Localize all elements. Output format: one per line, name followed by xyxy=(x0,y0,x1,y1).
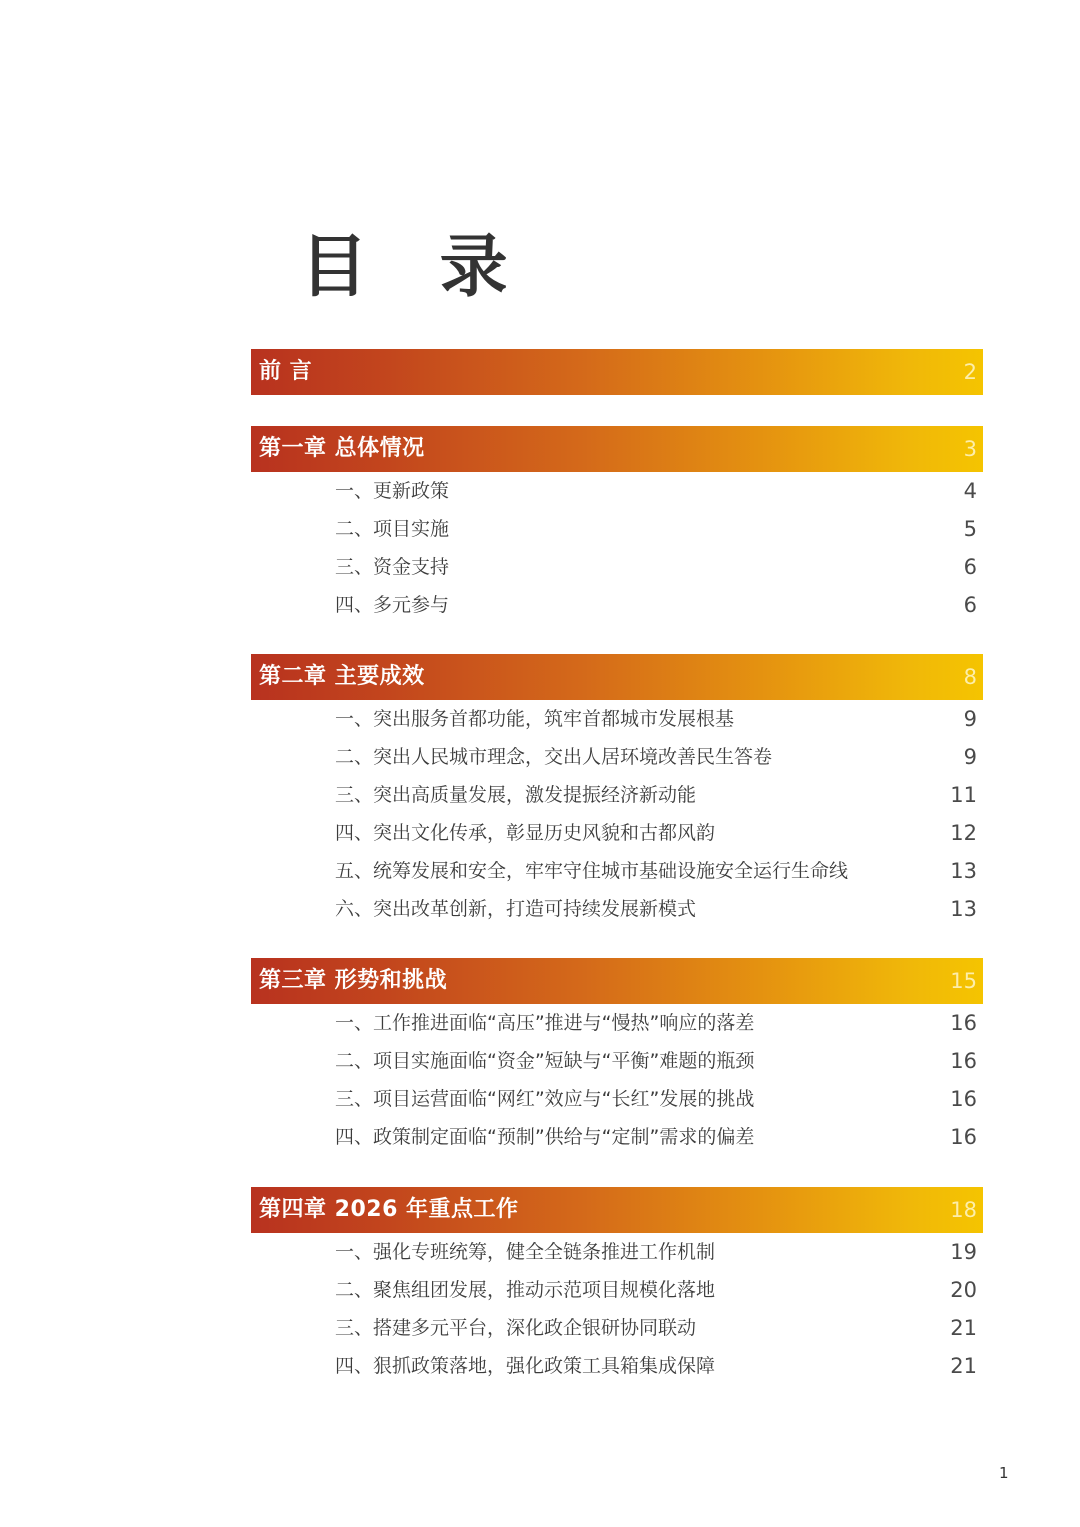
section-page-number: 3 xyxy=(963,437,977,461)
section-title: 第四章 2026 年重点工作 xyxy=(259,1197,519,1222)
toc-item[interactable] xyxy=(251,586,983,624)
toc-item[interactable] xyxy=(251,510,983,548)
section-title: 第一章 总体情况 xyxy=(259,436,425,461)
toc-item-list xyxy=(251,1233,983,1385)
toc-item-label: 四、多元参与 xyxy=(335,594,450,616)
toc-section-chapter-2 xyxy=(251,654,983,928)
toc-title: 目 录 xyxy=(300,228,532,307)
toc-item[interactable] xyxy=(251,890,983,928)
toc-item[interactable] xyxy=(251,548,983,586)
toc-item[interactable] xyxy=(251,1347,983,1385)
toc-item-label: 三、突出高质量发展，激发提振经济新动能 xyxy=(335,784,697,806)
toc-section-chapter-3 xyxy=(251,958,983,1156)
toc-item-page: 13 xyxy=(950,897,977,921)
section-header-bar[interactable] xyxy=(251,1187,983,1233)
toc-item-list xyxy=(251,700,983,928)
toc-item-page: 6 xyxy=(963,555,977,579)
section-header-bar[interactable] xyxy=(251,958,983,1004)
toc-item-list xyxy=(251,472,983,624)
toc-item-page: 9 xyxy=(963,745,977,769)
toc-item-list xyxy=(251,1004,983,1156)
section-page-number: 8 xyxy=(963,665,977,689)
toc-item-label: 五、统筹发展和安全，牢牢守住城市基础设施安全运行生命线 xyxy=(335,860,849,882)
section-title: 第二章 主要成效 xyxy=(259,664,425,689)
toc-item-page: 16 xyxy=(950,1011,977,1035)
section-header-bar[interactable] xyxy=(251,654,983,700)
toc-item[interactable] xyxy=(251,1118,983,1156)
section-title: 第三章 形势和挑战 xyxy=(259,968,448,993)
toc-item[interactable] xyxy=(251,776,983,814)
toc-item-label: 四、政策制定面临“预制”供给与“定制”需求的偏差 xyxy=(335,1126,755,1148)
toc-item-page: 21 xyxy=(950,1354,977,1378)
toc-item-label: 四、突出文化传承，彰显历史风貌和古都风韵 xyxy=(335,822,716,844)
toc-item-page: 16 xyxy=(950,1087,977,1111)
toc-item-label: 四、狠抓政策落地，强化政策工具箱集成保障 xyxy=(335,1355,716,1377)
toc-item-label: 二、项目实施面临“资金”短缺与“平衡”难题的瓶颈 xyxy=(335,1050,755,1072)
section-header-bar[interactable] xyxy=(251,349,983,395)
toc-item[interactable] xyxy=(251,472,983,510)
toc-item-label: 二、突出人民城市理念，交出人居环境改善民生答卷 xyxy=(335,746,773,768)
toc-item-page: 20 xyxy=(950,1278,977,1302)
toc-item-label: 一、工作推进面临“高压”推进与“慢热”响应的落差 xyxy=(335,1012,755,1034)
toc-item[interactable] xyxy=(251,1042,983,1080)
toc-item[interactable] xyxy=(251,1004,983,1042)
toc-section-chapter-1 xyxy=(251,426,983,624)
toc-item-label: 二、聚焦组团发展，推动示范项目规模化落地 xyxy=(335,1279,716,1301)
section-page-number: 2 xyxy=(963,360,977,384)
toc-item[interactable] xyxy=(251,852,983,890)
toc-section-chapter-4 xyxy=(251,1187,983,1385)
toc-item[interactable] xyxy=(251,1080,983,1118)
toc-item[interactable] xyxy=(251,738,983,776)
toc-item-label: 六、突出改革创新，打造可持续发展新模式 xyxy=(335,898,697,920)
toc-item-page: 12 xyxy=(950,821,977,845)
toc-item-page: 21 xyxy=(950,1316,977,1340)
toc-item-label: 二、项目实施 xyxy=(335,518,450,540)
toc-item-label: 三、项目运营面临“网红”效应与“长红”发展的挑战 xyxy=(335,1088,755,1110)
toc-item-page: 9 xyxy=(963,707,977,731)
toc-item-page: 13 xyxy=(950,859,977,883)
toc-item-label: 三、资金支持 xyxy=(335,556,450,578)
section-page-number: 15 xyxy=(950,969,977,993)
toc-item-page: 16 xyxy=(950,1049,977,1073)
page-number: 1 xyxy=(999,1464,1009,1482)
toc-item-label: 三、搭建多元平台，深化政企银研协同联动 xyxy=(335,1317,697,1339)
toc-item[interactable] xyxy=(251,700,983,738)
toc-item-page: 11 xyxy=(950,783,977,807)
toc-item-label: 一、强化专班统筹，健全全链条推进工作机制 xyxy=(335,1241,716,1263)
toc-item[interactable] xyxy=(251,1271,983,1309)
section-title: 前 言 xyxy=(259,359,313,384)
toc-item-page: 6 xyxy=(963,593,977,617)
toc-item-label: 一、更新政策 xyxy=(335,480,450,502)
toc-item-label: 一、突出服务首都功能，筑牢首都城市发展根基 xyxy=(335,708,735,730)
toc-item-page: 19 xyxy=(950,1240,977,1264)
section-page-number: 18 xyxy=(950,1198,977,1222)
toc-item-page: 5 xyxy=(963,517,977,541)
toc-section-preface xyxy=(251,349,983,395)
toc-item[interactable] xyxy=(251,814,983,852)
section-header-bar[interactable] xyxy=(251,426,983,472)
toc-item-page: 4 xyxy=(963,479,977,503)
toc-item[interactable] xyxy=(251,1309,983,1347)
toc-item-page: 16 xyxy=(950,1125,977,1149)
toc-item[interactable] xyxy=(251,1233,983,1271)
